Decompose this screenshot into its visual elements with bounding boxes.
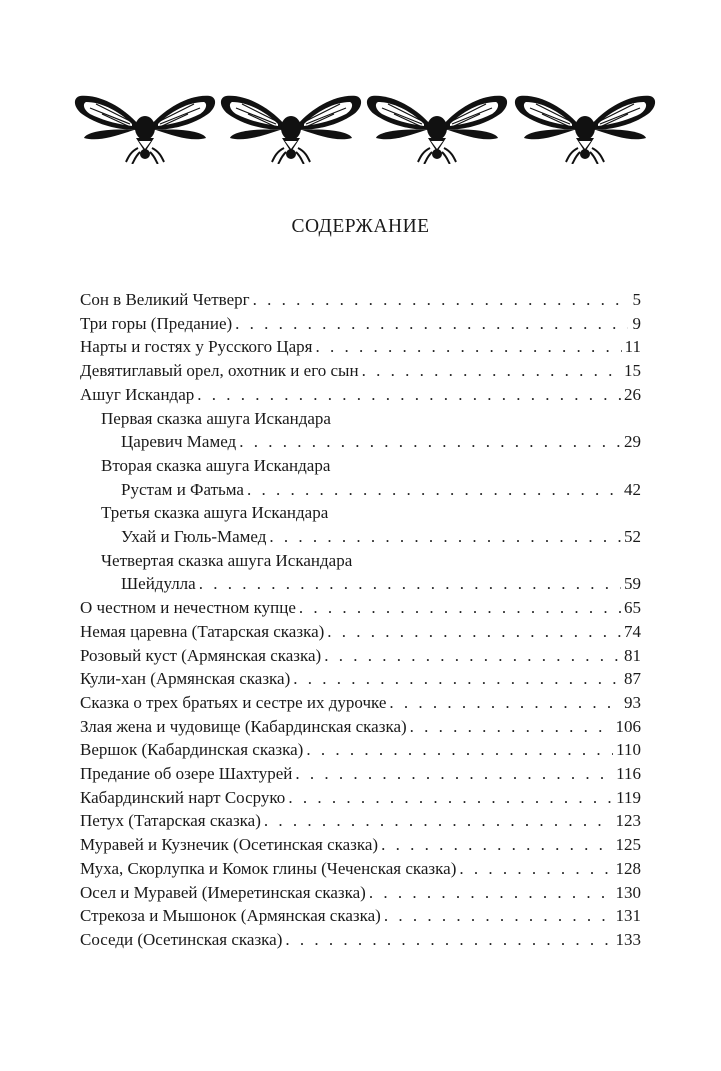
toc-entry-title: Муха, Скорлупка и Комок глины (Чеченская сказка) <box>80 858 457 878</box>
toc-entry-title: Вершок (Кабардинская сказка) <box>80 740 304 760</box>
toc-entry-title: Розовый куст (Армянская сказка) <box>80 645 322 665</box>
toc-page-number: 93 <box>624 692 641 712</box>
toc-page-number: 15 <box>624 361 641 381</box>
toc-entry-title: Шейдулла <box>121 574 196 594</box>
toc-page-number: 119 <box>616 787 641 807</box>
toc-entry[interactable] <box>80 620 641 644</box>
toc-entry[interactable] <box>80 691 641 715</box>
toc-page-number: 5 <box>632 290 641 309</box>
toc-entry-title: Царевич Мамед <box>121 432 237 452</box>
toc-entry[interactable] <box>80 738 641 762</box>
toc-group-heading: Четвертая сказка ашуга Искандара <box>101 550 353 570</box>
toc-page-number: 81 <box>624 645 641 665</box>
toc-page-number: 42 <box>624 479 641 499</box>
toc-entry[interactable] <box>80 667 641 691</box>
toc-page-number: 9 <box>632 313 641 333</box>
toc-entry-title: Петух (Татарская сказка) <box>80 811 261 831</box>
toc-entry-title: Стрекоза и Мышонок (Армянская сказка) <box>80 906 381 926</box>
toc-leader-dots <box>327 620 621 644</box>
toc-leader-dots <box>269 525 621 549</box>
toc-entry[interactable] <box>80 857 641 881</box>
toc-page-number: 106 <box>615 716 641 736</box>
toc-entry[interactable] <box>80 762 641 786</box>
toc-entry[interactable] <box>80 312 641 336</box>
toc-entry[interactable] <box>80 572 641 596</box>
toc-entry-title: Три горы (Предание) <box>80 313 233 333</box>
toc-entry-title: Соседи (Осетинская сказка) <box>80 929 283 949</box>
toc-leader-dots <box>459 857 612 881</box>
toc-entry-title: Злая жена и чудовище (Кабардинская сказка) <box>80 716 407 736</box>
toc-leader-dots <box>299 596 621 620</box>
toc-entry-title: Осел и Муравей (Имеретинская сказка) <box>80 882 366 902</box>
toc-page-number: 52 <box>624 527 641 547</box>
toc-leader-dots <box>235 312 628 336</box>
toc-leader-dots <box>197 383 621 407</box>
toc-entry-title: Ухай и Гюль-Мамед <box>121 527 267 547</box>
toc-entry[interactable] <box>80 478 641 502</box>
toc-page-number: 29 <box>624 432 641 452</box>
toc-page-number: 110 <box>616 740 641 760</box>
toc-page-number: 87 <box>624 669 641 689</box>
toc-page-number: 59 <box>624 574 641 594</box>
toc-entry[interactable] <box>80 786 641 810</box>
toc-page-number: 128 <box>615 858 641 878</box>
toc-entry[interactable] <box>80 288 641 312</box>
toc-leader-dots <box>247 478 621 502</box>
toc-entry-title: Кабардинский нарт Сосруко <box>80 787 286 807</box>
toc-entry[interactable] <box>80 596 641 620</box>
toc-leader-dots <box>253 288 628 312</box>
toc-page-number: 116 <box>616 764 641 784</box>
toc-page-number: 11 <box>624 337 641 357</box>
toc-entry-title: О честном и нечестном купце <box>80 598 296 618</box>
toc-leader-dots <box>239 430 621 454</box>
toc-page-number: 74 <box>624 621 641 641</box>
toc-page-number: 130 <box>615 882 641 902</box>
toc-entry-title: Нарты и гостях у Русского Царя <box>80 337 313 357</box>
toc-entry-title: Ашуг Искандар <box>80 384 195 404</box>
toc-leader-dots <box>293 667 621 691</box>
toc-entry[interactable] <box>80 525 641 549</box>
toc-entry[interactable] <box>80 809 641 833</box>
toc-entry[interactable] <box>80 715 641 739</box>
toc-leader-dots <box>384 904 613 928</box>
toc-page-number: 65 <box>624 598 641 618</box>
toc-leader-dots <box>362 359 621 383</box>
toc-page-number: 26 <box>624 384 641 404</box>
bee-ornament-icon <box>72 86 658 164</box>
toc-entry[interactable] <box>80 430 641 454</box>
toc-entry[interactable] <box>80 359 641 383</box>
page-title: СОДЕРЖАНИЕ <box>291 216 430 237</box>
toc-page-number: 123 <box>615 811 641 831</box>
toc-leader-dots <box>369 881 613 905</box>
toc-leader-dots <box>315 335 621 359</box>
toc-leader-dots <box>285 928 612 952</box>
toc-entry[interactable] <box>80 928 641 952</box>
toc-entry[interactable] <box>80 335 641 359</box>
toc-leader-dots <box>381 833 612 857</box>
toc-entry-title: Девятиглавый орел, охотник и его сын <box>80 361 359 381</box>
toc-entry[interactable] <box>80 833 641 857</box>
toc-entry-title: Сон в Великий Четверг <box>80 290 250 309</box>
toc-leader-dots <box>324 644 621 668</box>
toc-leader-dots <box>410 715 613 739</box>
toc-entry-title: Сказка о трех братьях и сестре их дурочке <box>80 692 387 712</box>
toc-group-heading: Вторая сказка ашуга Искандара <box>101 455 331 475</box>
toc-entry-title: Муравей и Кузнечик (Осетинская сказка) <box>80 835 379 855</box>
toc-leader-dots <box>306 738 613 762</box>
toc-entry-title: Рустам и Фатьма <box>121 479 244 499</box>
toc-entry-title: Предание об озере Шахтурей <box>80 764 293 784</box>
toc-page-number: 131 <box>615 906 641 926</box>
toc-leader-dots <box>295 762 613 786</box>
toc-leader-dots <box>199 572 621 596</box>
toc-leader-dots <box>264 809 613 833</box>
toc-entry[interactable] <box>80 904 641 928</box>
toc-page-number: 133 <box>615 929 641 949</box>
toc-entry[interactable] <box>80 383 641 407</box>
toc-leader-dots <box>288 786 613 810</box>
toc-page-number: 125 <box>615 835 641 855</box>
toc-entry[interactable] <box>80 881 641 905</box>
table-of-contents <box>80 288 641 952</box>
toc-group-heading: Первая сказка ашуга Искандара <box>101 408 331 428</box>
toc-entry[interactable] <box>80 644 641 668</box>
toc-entry-title: Кули-хан (Армянская сказка) <box>80 669 291 689</box>
toc-entry-title: Немая царевна (Татарская сказка) <box>80 621 325 641</box>
toc-group-heading: Третья сказка ашуга Искандара <box>101 503 329 523</box>
toc-leader-dots <box>389 691 621 715</box>
